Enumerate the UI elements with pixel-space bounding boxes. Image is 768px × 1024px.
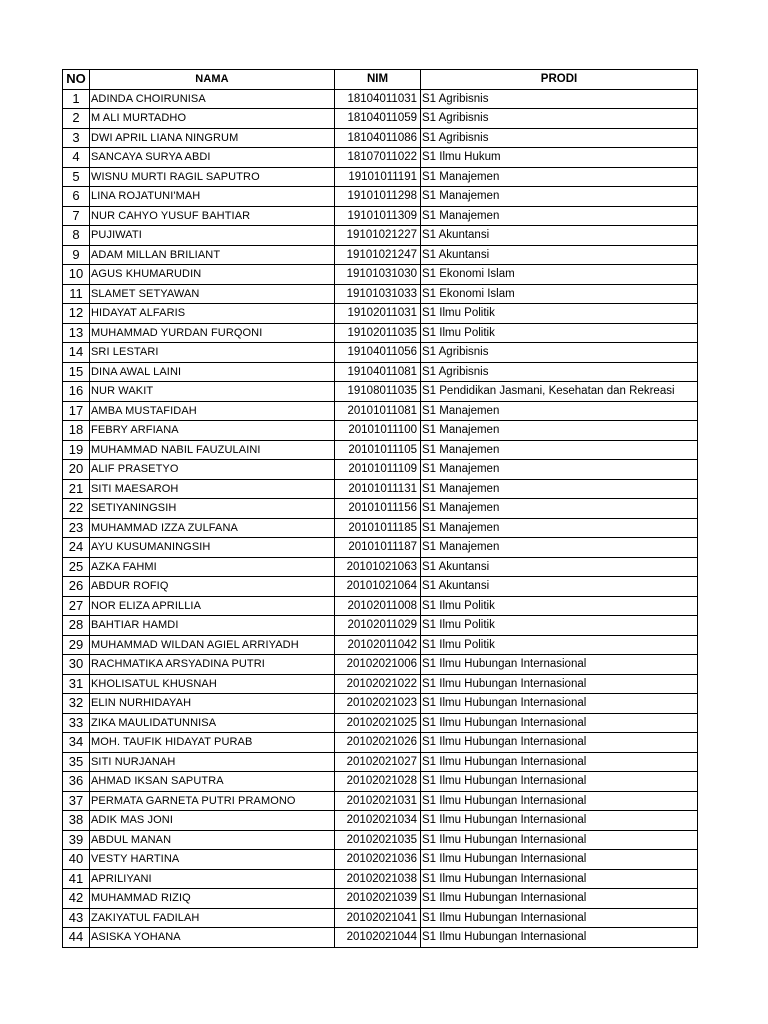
cell-nim: 20102021023	[335, 694, 421, 714]
cell-nama: NUR WAKIT	[90, 382, 335, 402]
cell-prodi: S1 Ilmu Hubungan Internasional	[421, 694, 698, 714]
cell-nim: 18104011031	[335, 89, 421, 109]
cell-nim: 20102021027	[335, 752, 421, 772]
cell-no: 44	[63, 928, 90, 948]
cell-nama: AYU KUSUMANINGSIH	[90, 538, 335, 558]
table-row	[63, 772, 698, 792]
cell-nama: SITI NURJANAH	[90, 752, 335, 772]
cell-nama: ABDUR ROFIQ	[90, 577, 335, 597]
cell-no: 37	[63, 791, 90, 811]
cell-prodi: S1 Pendidikan Jasmani, Kesehatan dan Rekreasi	[421, 382, 698, 402]
cell-nama: MUHAMMAD YURDAN FURQONI	[90, 323, 335, 343]
table-row	[63, 811, 698, 831]
cell-prodi: S1 Agribisnis	[421, 362, 698, 382]
cell-prodi: S1 Ilmu Hubungan Internasional	[421, 752, 698, 772]
cell-nim: 19101011309	[335, 206, 421, 226]
cell-prodi: S1 Akuntansi	[421, 557, 698, 577]
cell-no: 5	[63, 167, 90, 187]
table-header-row	[63, 70, 698, 90]
cell-no: 30	[63, 655, 90, 675]
table-row	[63, 148, 698, 168]
cell-prodi: S1 Ilmu Hubungan Internasional	[421, 674, 698, 694]
cell-no: 18	[63, 421, 90, 441]
cell-no: 34	[63, 733, 90, 753]
cell-no: 15	[63, 362, 90, 382]
cell-nama: MOH. TAUFIK HIDAYAT PURAB	[90, 733, 335, 753]
table-row	[63, 830, 698, 850]
cell-nim: 20102021031	[335, 791, 421, 811]
cell-nama: M ALI MURTADHO	[90, 109, 335, 129]
cell-no: 28	[63, 616, 90, 636]
cell-nama: WISNU MURTI RAGIL SAPUTRO	[90, 167, 335, 187]
table-row	[63, 635, 698, 655]
cell-nim: 18107011022	[335, 148, 421, 168]
cell-nim: 20101011187	[335, 538, 421, 558]
cell-nim: 20101011131	[335, 479, 421, 499]
cell-no: 32	[63, 694, 90, 714]
cell-nim: 20102021026	[335, 733, 421, 753]
cell-prodi: S1 Ilmu Hubungan Internasional	[421, 850, 698, 870]
cell-nama: APRILIYANI	[90, 869, 335, 889]
cell-prodi: S1 Manajemen	[421, 499, 698, 519]
cell-no: 40	[63, 850, 90, 870]
cell-nama: MUHAMMAD NABIL FAUZULAINI	[90, 440, 335, 460]
cell-nama: PERMATA GARNETA PUTRI PRAMONO	[90, 791, 335, 811]
cell-nim: 20102021022	[335, 674, 421, 694]
student-table	[62, 69, 698, 948]
cell-nama: MUHAMMAD IZZA ZULFANA	[90, 518, 335, 538]
cell-nama: NUR CAHYO YUSUF BAHTIAR	[90, 206, 335, 226]
cell-no: 35	[63, 752, 90, 772]
cell-prodi: S1 Akuntansi	[421, 245, 698, 265]
cell-prodi: S1 Manajemen	[421, 206, 698, 226]
table-row	[63, 401, 698, 421]
cell-prodi: S1 Ilmu Hubungan Internasional	[421, 713, 698, 733]
cell-prodi: S1 Ilmu Politik	[421, 616, 698, 636]
header-no: NO	[63, 70, 90, 90]
cell-no: 4	[63, 148, 90, 168]
cell-prodi: S1 Ilmu Politik	[421, 635, 698, 655]
cell-nim: 20102021044	[335, 928, 421, 948]
cell-no: 9	[63, 245, 90, 265]
cell-nim: 19102011031	[335, 304, 421, 324]
cell-no: 1	[63, 89, 90, 109]
cell-no: 42	[63, 889, 90, 909]
cell-nama: AZKA FAHMI	[90, 557, 335, 577]
student-table-container	[62, 69, 698, 948]
table-row	[63, 226, 698, 246]
table-row	[63, 616, 698, 636]
cell-no: 39	[63, 830, 90, 850]
cell-nama: ASISKA YOHANA	[90, 928, 335, 948]
cell-nama: DINA AWAL LAINI	[90, 362, 335, 382]
cell-nim: 20101011100	[335, 421, 421, 441]
cell-no: 27	[63, 596, 90, 616]
table-row	[63, 304, 698, 324]
cell-nama: BAHTIAR HAMDI	[90, 616, 335, 636]
cell-nim: 20102021006	[335, 655, 421, 675]
table-row	[63, 869, 698, 889]
cell-no: 20	[63, 460, 90, 480]
cell-prodi: S1 Ilmu Politik	[421, 323, 698, 343]
table-row	[63, 109, 698, 129]
table-body	[63, 89, 698, 947]
table-row	[63, 538, 698, 558]
cell-no: 22	[63, 499, 90, 519]
cell-nama: SETIYANINGSIH	[90, 499, 335, 519]
cell-prodi: S1 Agribisnis	[421, 343, 698, 363]
cell-no: 11	[63, 284, 90, 304]
cell-no: 17	[63, 401, 90, 421]
cell-prodi: S1 Manajemen	[421, 187, 698, 207]
table-row	[63, 752, 698, 772]
cell-nim: 19101031033	[335, 284, 421, 304]
cell-prodi: S1 Manajemen	[421, 401, 698, 421]
cell-nim: 20101011105	[335, 440, 421, 460]
cell-nama: AHMAD IKSAN SAPUTRA	[90, 772, 335, 792]
cell-prodi: S1 Akuntansi	[421, 577, 698, 597]
cell-no: 2	[63, 109, 90, 129]
table-row	[63, 713, 698, 733]
cell-nama: ZAKIYATUL FADILAH	[90, 908, 335, 928]
cell-no: 38	[63, 811, 90, 831]
cell-prodi: S1 Ilmu Hubungan Internasional	[421, 908, 698, 928]
cell-prodi: S1 Ilmu Hubungan Internasional	[421, 928, 698, 948]
cell-no: 26	[63, 577, 90, 597]
cell-nama: ZIKA MAULIDATUNNISA	[90, 713, 335, 733]
table-row	[63, 733, 698, 753]
cell-nim: 19108011035	[335, 382, 421, 402]
cell-nim: 20102021039	[335, 889, 421, 909]
cell-nama: HIDAYAT ALFARIS	[90, 304, 335, 324]
cell-nim: 18104011086	[335, 128, 421, 148]
cell-no: 41	[63, 869, 90, 889]
cell-prodi: S1 Agribisnis	[421, 128, 698, 148]
cell-nama: PUJIWATI	[90, 226, 335, 246]
table-row	[63, 674, 698, 694]
cell-nim: 19104011081	[335, 362, 421, 382]
cell-nama: NOR ELIZA APRILLIA	[90, 596, 335, 616]
header-nama: NAMA	[90, 70, 335, 90]
cell-nama: VESTY HARTINA	[90, 850, 335, 870]
cell-no: 7	[63, 206, 90, 226]
table-row	[63, 343, 698, 363]
cell-nim: 18104011059	[335, 109, 421, 129]
table-row	[63, 908, 698, 928]
table-row	[63, 791, 698, 811]
cell-nim: 19101021247	[335, 245, 421, 265]
table-row	[63, 382, 698, 402]
table-row	[63, 577, 698, 597]
cell-prodi: S1 Ilmu Hubungan Internasional	[421, 791, 698, 811]
cell-no: 12	[63, 304, 90, 324]
table-row	[63, 167, 698, 187]
cell-nim: 20101011109	[335, 460, 421, 480]
cell-prodi: S1 Ilmu Hubungan Internasional	[421, 830, 698, 850]
cell-prodi: S1 Manajemen	[421, 167, 698, 187]
table-row	[63, 928, 698, 948]
cell-no: 33	[63, 713, 90, 733]
cell-nim: 19101011298	[335, 187, 421, 207]
table-row	[63, 265, 698, 285]
cell-prodi: S1 Agribisnis	[421, 109, 698, 129]
cell-no: 8	[63, 226, 90, 246]
cell-nama: AGUS KHUMARUDIN	[90, 265, 335, 285]
cell-nim: 20102011008	[335, 596, 421, 616]
cell-nim: 19102011035	[335, 323, 421, 343]
cell-prodi: S1 Ilmu Hubungan Internasional	[421, 772, 698, 792]
cell-no: 31	[63, 674, 90, 694]
table-row	[63, 850, 698, 870]
cell-prodi: S1 Ilmu Hubungan Internasional	[421, 811, 698, 831]
table-row	[63, 499, 698, 519]
table-row	[63, 596, 698, 616]
cell-nama: SLAMET SETYAWAN	[90, 284, 335, 304]
cell-nama: SANCAYA SURYA ABDI	[90, 148, 335, 168]
cell-nama: DWI APRIL LIANA NINGRUM	[90, 128, 335, 148]
cell-no: 14	[63, 343, 90, 363]
cell-no: 36	[63, 772, 90, 792]
cell-no: 23	[63, 518, 90, 538]
cell-nim: 20101021063	[335, 557, 421, 577]
cell-nama: MUHAMMAD RIZIQ	[90, 889, 335, 909]
cell-no: 24	[63, 538, 90, 558]
cell-nama: ALIF PRASETYO	[90, 460, 335, 480]
cell-no: 25	[63, 557, 90, 577]
table-row	[63, 206, 698, 226]
table-row	[63, 245, 698, 265]
cell-prodi: S1 Manajemen	[421, 479, 698, 499]
cell-nama: FEBRY ARFIANA	[90, 421, 335, 441]
cell-prodi: S1 Manajemen	[421, 440, 698, 460]
cell-prodi: S1 Manajemen	[421, 538, 698, 558]
cell-no: 3	[63, 128, 90, 148]
cell-prodi: S1 Akuntansi	[421, 226, 698, 246]
cell-prodi: S1 Ekonomi Islam	[421, 265, 698, 285]
cell-nim: 19104011056	[335, 343, 421, 363]
cell-no: 19	[63, 440, 90, 460]
cell-prodi: S1 Manajemen	[421, 421, 698, 441]
cell-nim: 20102021028	[335, 772, 421, 792]
cell-prodi: S1 Ilmu Hubungan Internasional	[421, 655, 698, 675]
table-row	[63, 694, 698, 714]
cell-nim: 20102021041	[335, 908, 421, 928]
table-row	[63, 421, 698, 441]
table-row	[63, 323, 698, 343]
cell-nim: 19101011191	[335, 167, 421, 187]
table-row	[63, 479, 698, 499]
cell-nama: ADINDA CHOIRUNISA	[90, 89, 335, 109]
cell-nim: 20102021036	[335, 850, 421, 870]
table-row	[63, 655, 698, 675]
cell-prodi: S1 Manajemen	[421, 460, 698, 480]
cell-nim: 20102021038	[335, 869, 421, 889]
table-row	[63, 187, 698, 207]
cell-nim: 20102021034	[335, 811, 421, 831]
cell-no: 6	[63, 187, 90, 207]
cell-nim: 20101021064	[335, 577, 421, 597]
cell-prodi: S1 Ilmu Hubungan Internasional	[421, 889, 698, 909]
table-row	[63, 128, 698, 148]
cell-nim: 19101021227	[335, 226, 421, 246]
cell-no: 21	[63, 479, 90, 499]
cell-prodi: S1 Ilmu Politik	[421, 596, 698, 616]
cell-nama: LINA ROJATUNI'MAH	[90, 187, 335, 207]
cell-no: 13	[63, 323, 90, 343]
cell-nama: SITI MAESAROH	[90, 479, 335, 499]
cell-nim: 20101011081	[335, 401, 421, 421]
cell-nim: 20102011029	[335, 616, 421, 636]
cell-prodi: S1 Ekonomi Islam	[421, 284, 698, 304]
cell-nama: SRI LESTARI	[90, 343, 335, 363]
table-row	[63, 518, 698, 538]
table-row	[63, 440, 698, 460]
cell-nim: 20102011042	[335, 635, 421, 655]
cell-nim: 20101011185	[335, 518, 421, 538]
cell-no: 43	[63, 908, 90, 928]
cell-nim: 20102021035	[335, 830, 421, 850]
cell-nama: AMBA MUSTAFIDAH	[90, 401, 335, 421]
cell-nim: 19101031030	[335, 265, 421, 285]
cell-nama: ABDUL MANAN	[90, 830, 335, 850]
cell-nama: ADAM MILLAN BRILIANT	[90, 245, 335, 265]
cell-no: 16	[63, 382, 90, 402]
cell-nama: ELIN NURHIDAYAH	[90, 694, 335, 714]
header-nim: NIM	[335, 70, 421, 90]
cell-nama: RACHMATIKA ARSYADINA PUTRI	[90, 655, 335, 675]
cell-nama: ADIK MAS JONI	[90, 811, 335, 831]
cell-no: 29	[63, 635, 90, 655]
table-row	[63, 889, 698, 909]
cell-nama: MUHAMMAD WILDAN AGIEL ARRIYADH	[90, 635, 335, 655]
table-row	[63, 460, 698, 480]
cell-prodi: S1 Ilmu Politik	[421, 304, 698, 324]
table-row	[63, 284, 698, 304]
header-prodi: PRODI	[421, 70, 698, 90]
cell-prodi: S1 Agribisnis	[421, 89, 698, 109]
table-row	[63, 557, 698, 577]
cell-prodi: S1 Ilmu Hubungan Internasional	[421, 869, 698, 889]
cell-nim: 20102021025	[335, 713, 421, 733]
cell-prodi: S1 Manajemen	[421, 518, 698, 538]
cell-prodi: S1 Ilmu Hubungan Internasional	[421, 733, 698, 753]
table-row	[63, 362, 698, 382]
cell-no: 10	[63, 265, 90, 285]
cell-nama: KHOLISATUL KHUSNAH	[90, 674, 335, 694]
cell-prodi: S1 Ilmu Hukum	[421, 148, 698, 168]
table-row	[63, 89, 698, 109]
cell-nim: 20101011156	[335, 499, 421, 519]
